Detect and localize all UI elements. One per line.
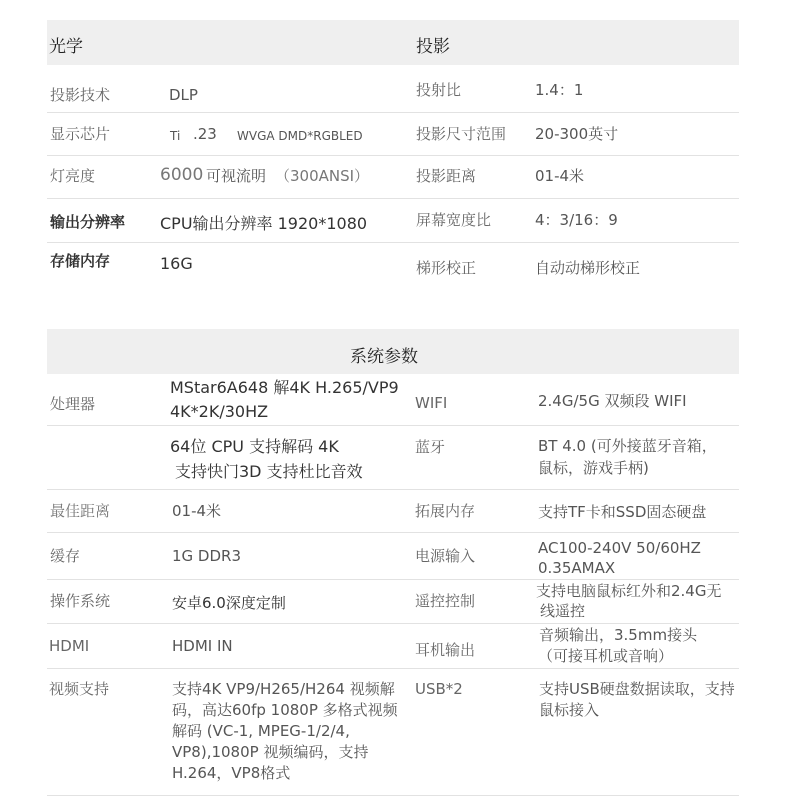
- spec-label-os: 操作系统: [50, 592, 111, 610]
- row-divider: [47, 532, 739, 533]
- row-divider: [47, 795, 739, 796]
- spec-label-best-distance: 最佳距离: [50, 502, 111, 520]
- row-divider: [47, 425, 739, 426]
- spec-value-expand-memory: 支持TF卡和SSD固态硬盘: [538, 503, 707, 521]
- spec-value-power-input-line1: AC100-240V 50/60HZ: [538, 539, 701, 557]
- spec-value-aspect-ratio: 4：3/16：9: [535, 211, 618, 229]
- optics-title: 光学: [49, 37, 83, 57]
- spec-value-headphone-line2: （可接耳机或音响）: [538, 647, 674, 665]
- spec-value-cache: 1G DDR3: [172, 547, 242, 565]
- spec-value-cpu-line2: 支持快门3D 支持杜比音效: [175, 462, 363, 481]
- spec-label-headphone-output: 耳机输出: [415, 641, 476, 659]
- projection-title: 投影: [416, 37, 450, 57]
- spec-value-best-distance: 01-4米: [172, 502, 222, 520]
- spec-label-projection-tech: 投影技术: [50, 86, 111, 104]
- spec-label-video-support: 视频支持: [49, 680, 110, 698]
- spec-value-display-chip-size: .23: [193, 125, 217, 143]
- spec-label-remote-control: 遥控控制: [415, 592, 476, 610]
- spec-label-bluetooth: 蓝牙: [415, 438, 446, 456]
- spec-label-throw-ratio: 投射比: [416, 81, 462, 99]
- spec-value-display-chip-model: WVGA DMD*RGBLED: [237, 129, 363, 143]
- spec-label-cache: 缓存: [50, 547, 81, 565]
- spec-label-aspect-ratio: 屏幕宽度比: [416, 211, 492, 229]
- spec-label-keystone: 梯形校正: [416, 259, 477, 277]
- spec-label-usb: USB*2: [415, 680, 463, 698]
- spec-label-screen-size-range: 投影尺寸范围: [416, 125, 507, 143]
- spec-value-storage: 16G: [160, 254, 193, 273]
- spec-value-projection-tech: DLP: [169, 86, 198, 104]
- spec-value-headphone-line1: 音频输出，3.5mm接头: [539, 626, 698, 644]
- spec-value-brightness-unit: 可视流明: [206, 167, 267, 185]
- row-divider: [47, 155, 739, 156]
- spec-label-hdmi: HDMI: [49, 637, 90, 655]
- spec-label-storage: 存储内存: [50, 252, 111, 270]
- optics-section-header: [47, 20, 739, 65]
- spec-value-screen-size-range: 20-300英寸: [535, 125, 619, 143]
- spec-label-brightness: 灯亮度: [50, 167, 96, 185]
- spec-value-brightness-ansi: （300ANSI）: [275, 167, 370, 185]
- spec-value-bluetooth-line2: 鼠标，游戏手柄): [538, 459, 649, 477]
- row-divider: [47, 668, 739, 669]
- system-title: 系统参数: [350, 347, 418, 367]
- spec-value-video-support: 支持4K VP9/H265/H264 视频解码，高达60fp 1080P 多格式视频解码 (VC-1, MPEG-1/2/4, VP8),1080P 视频编码，支持H.264，VP8格式: [172, 680, 398, 782]
- spec-value-wifi: 2.4G/5G 双频段 WIFI: [538, 392, 687, 410]
- spec-value-usb: 支持USB硬盘数据读取，支持鼠标接入: [539, 680, 735, 719]
- spec-label-power-input: 电源输入: [415, 547, 476, 565]
- spec-value-projection-distance: 01-4米: [535, 167, 585, 185]
- spec-value-output-resolution: CPU输出分辨率 1920*1080: [160, 214, 368, 233]
- spec-value-processor-line1: MStar6A648 解4K H.265/VP9: [170, 378, 399, 397]
- spec-label-expand-memory: 拓展内存: [415, 502, 476, 520]
- spec-value-remote-control-line1: 支持电脑鼠标红外和2.4G无: [536, 582, 722, 600]
- spec-label-display-chip: 显示芯片: [50, 125, 111, 143]
- row-divider: [47, 579, 739, 580]
- spec-value-cpu-line1: 64位 CPU 支持解码 4K: [170, 437, 339, 456]
- spec-value-processor-line2: 4K*2K/30HZ: [170, 402, 269, 421]
- spec-value-throw-ratio: 1.4：1: [535, 81, 584, 99]
- spec-value-hdmi: HDMI IN: [172, 637, 233, 655]
- spec-label-projection-distance: 投影距离: [416, 167, 477, 185]
- row-divider: [47, 112, 739, 113]
- system-section-header: [47, 329, 739, 374]
- spec-value-brightness-number: 6000: [160, 165, 204, 185]
- spec-value-remote-control-line2: 线遥控: [540, 602, 586, 620]
- row-divider: [47, 623, 739, 624]
- spec-value-display-chip-brand: Ti: [170, 129, 181, 143]
- row-divider: [47, 198, 739, 199]
- spec-value-os: 安卓6.0深度定制: [172, 594, 286, 612]
- spec-value-bluetooth-line1: BT 4.0 (可外接蓝牙音箱，: [538, 437, 717, 455]
- spec-label-wifi: WIFI: [415, 394, 448, 412]
- row-divider: [47, 242, 739, 243]
- spec-label-output-resolution: 输出分辨率: [50, 213, 126, 231]
- spec-label-processor: 处理器: [50, 395, 96, 413]
- spec-value-power-input-line2: 0.35AMAX: [538, 559, 616, 577]
- spec-value-keystone: 自动动梯形校正: [535, 259, 641, 277]
- row-divider: [47, 489, 739, 490]
